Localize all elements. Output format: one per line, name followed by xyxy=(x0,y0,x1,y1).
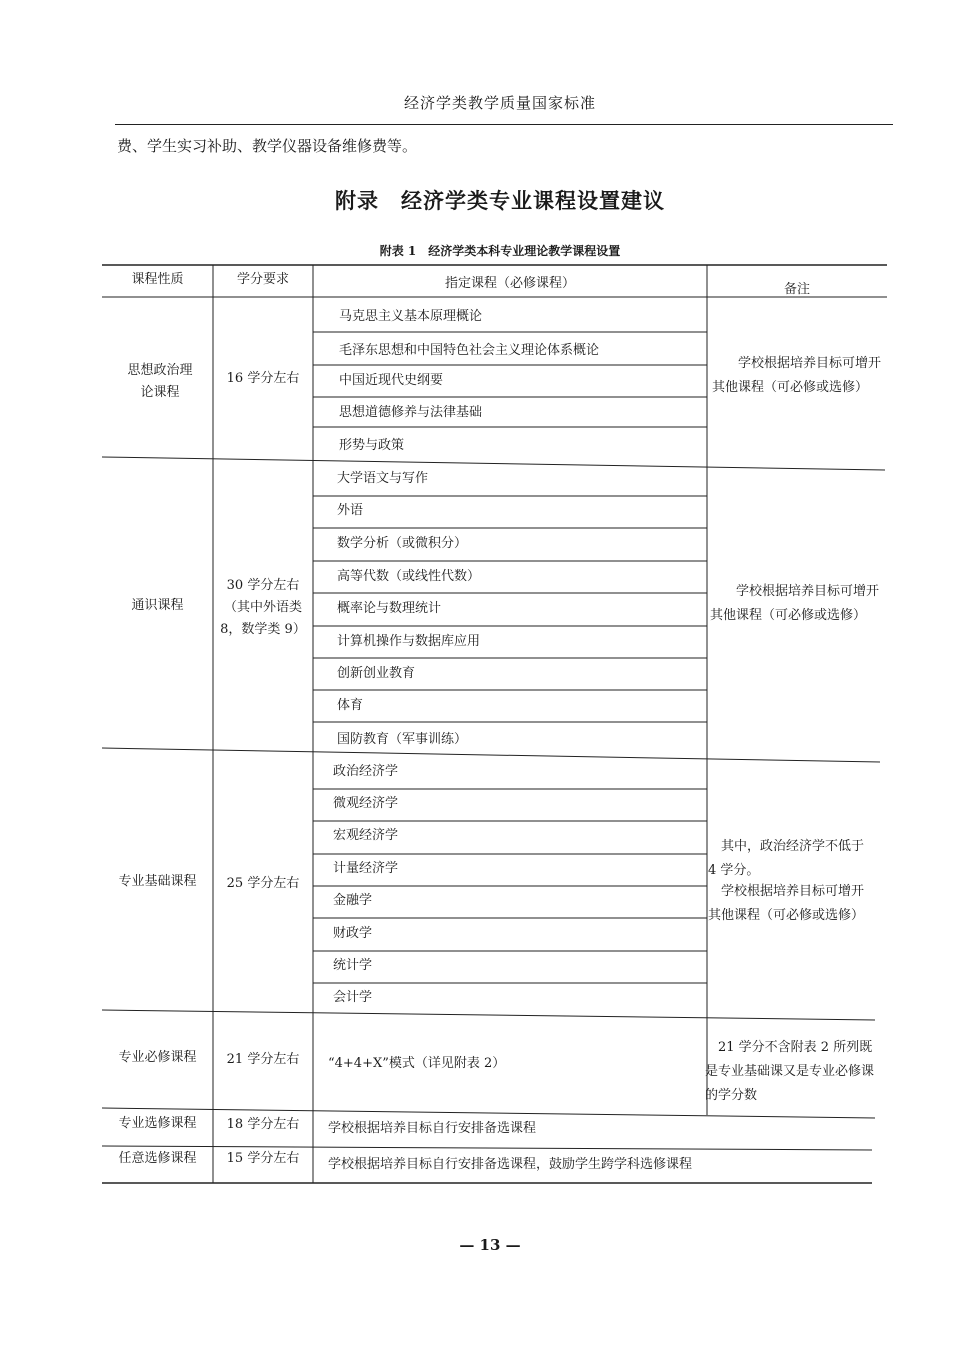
course-cell: 金融学 xyxy=(333,893,373,908)
credits-general: 30 学分左右（其中外语类 8，数学类 9） xyxy=(220,578,306,637)
course-cell: 学校根据培养目标自行安排备选课程 xyxy=(328,1121,537,1136)
course-cell: 计量经济学 xyxy=(333,861,399,876)
intro-paragraph: 费、学生实习补助、教学仪器设备维修费等。 xyxy=(117,137,418,155)
course-cell: 国防教育（军事训练） xyxy=(337,732,468,747)
appendix-title: 附录 经济学类专业课程设置建议 xyxy=(335,188,665,213)
course-cell: 创新创业教育 xyxy=(337,666,416,681)
course-cell: 大学语文与写作 xyxy=(337,471,429,486)
header-notes: 备注 xyxy=(783,282,810,297)
course-cell: 马克思主义基本原理概论 xyxy=(339,309,483,324)
credits-free-elective: 15 学分左右 xyxy=(226,1151,300,1166)
course-cell: “4+4+X”模式（详见附表 2） xyxy=(328,1056,506,1071)
header-credits: 学分要求 xyxy=(236,272,289,287)
course-cell: 政治经济学 xyxy=(333,764,399,779)
course-cell: 计算机操作与数据库应用 xyxy=(337,634,481,649)
course-cell: 形势与政策 xyxy=(339,438,405,453)
category-free-elective: 任意选修课程 xyxy=(118,1151,197,1166)
course-cell: 高等代数（或线性代数） xyxy=(337,569,481,584)
course-cell: 数学分析（或微积分） xyxy=(337,536,468,551)
credits-major-required: 21 学分左右 xyxy=(226,1052,300,1067)
table-caption: 附表 1 经济学类本科专业理论教学课程设置 xyxy=(379,244,621,258)
category-major-required: 专业必修课程 xyxy=(118,1050,197,1065)
course-cell: 中国近现代史纲要 xyxy=(339,373,444,388)
course-cell: 学校根据培养目标自行安排备选课程，鼓励学生跨学科选修课程 xyxy=(328,1157,693,1172)
header-required-courses: 指定课程（必修课程） xyxy=(444,276,575,291)
course-cell: 微观经济学 xyxy=(333,796,399,811)
category-major-elective: 专业选修课程 xyxy=(118,1116,197,1131)
course-cell: 宏观经济学 xyxy=(333,828,399,843)
course-cell: 统计学 xyxy=(333,958,373,973)
course-cell: 思想道德修养与法律基础 xyxy=(339,405,483,420)
note-foundation-2: 学校根据培养目标可增开其他课程（可必修或选修） xyxy=(708,884,865,923)
credits-ideology: 16 学分左右 xyxy=(226,371,300,386)
category-general: 通识课程 xyxy=(131,598,184,613)
category-ideology: 思想政治理论课程 xyxy=(127,363,193,400)
note-general: 学校根据培养目标可增开其他课程（可必修或选修） xyxy=(710,584,880,623)
credits-major-elective: 18 学分左右 xyxy=(226,1117,300,1132)
course-cell: 外语 xyxy=(337,503,364,518)
note-major-required: 21 学分不含附表 2 所列既是专业基础课又是专业必修课的学分数 xyxy=(705,1040,875,1103)
course-cell: 体育 xyxy=(337,698,364,713)
note-ideology: 学校根据培养目标可增开其他课程（可必修或选修） xyxy=(712,356,882,395)
category-foundation: 专业基础课程 xyxy=(118,874,197,889)
course-cell: 概率论与数理统计 xyxy=(337,601,442,616)
note-foundation: 其中，政治经济学不低于 4 学分。 xyxy=(708,839,865,878)
running-header-title: 经济学类教学质量国家标准 xyxy=(403,94,596,112)
credits-foundation: 25 学分左右 xyxy=(226,876,300,891)
course-cell: 毛泽东思想和中国特色社会主义理论体系概论 xyxy=(339,343,600,358)
header-course-type: 课程性质 xyxy=(131,272,184,287)
page-number: — 13 — xyxy=(459,1236,521,1254)
course-cell: 财政学 xyxy=(333,926,373,941)
course-cell: 会计学 xyxy=(333,990,373,1005)
